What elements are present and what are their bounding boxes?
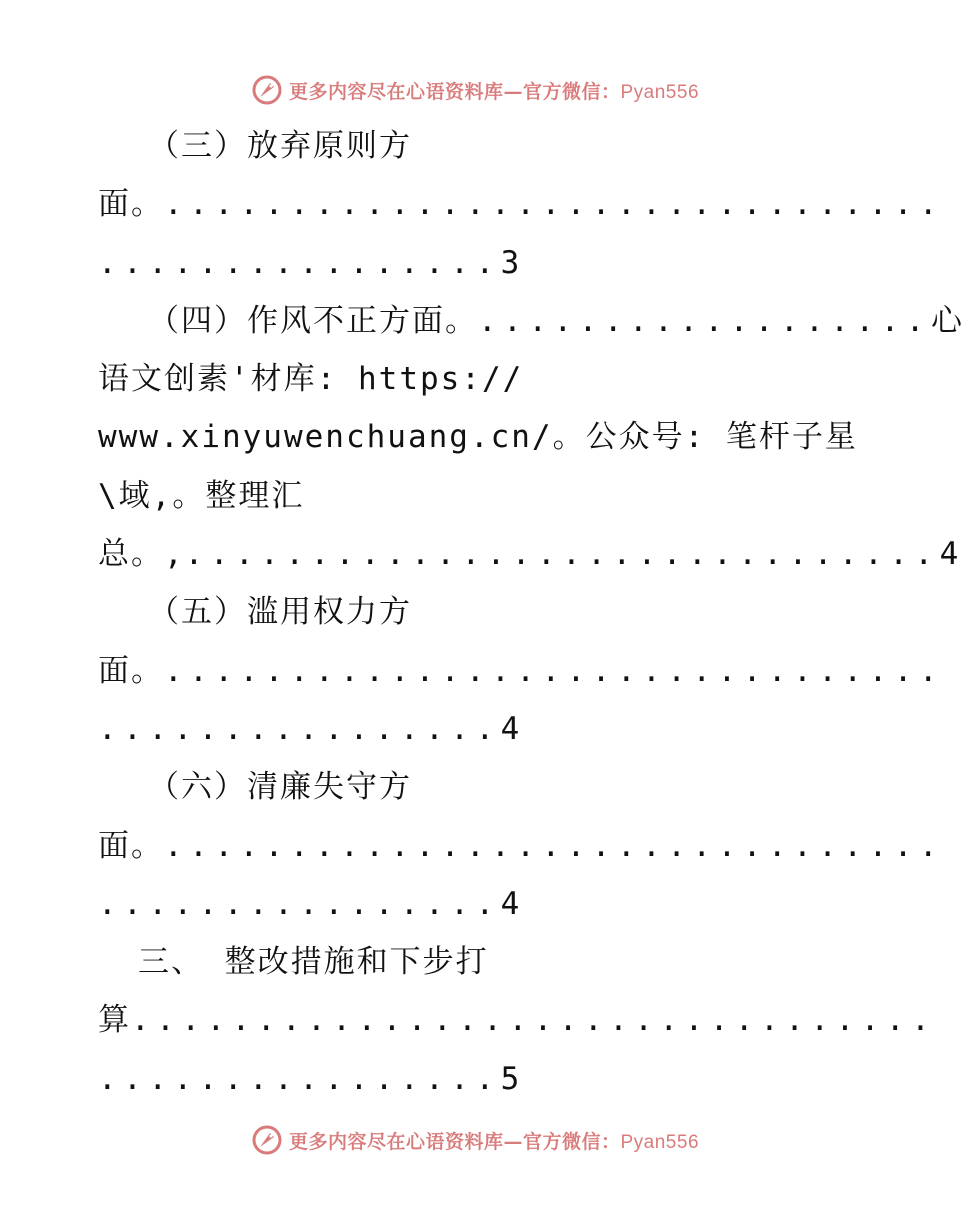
toc-leader-dots: ............................... — [164, 827, 945, 864]
toc-line — [98, 642, 945, 700]
toc-line-text: 语文创素'材库: https:// — [98, 361, 524, 398]
toc-line-text: （五）滥用权力方 — [148, 594, 412, 631]
toc-leader-dots: ..................心 — [478, 302, 968, 339]
toc-line-text: 三、 整改措施和下步打 — [138, 944, 489, 981]
toc-line — [98, 875, 858, 933]
toc-line — [98, 234, 858, 292]
toc-line-text: （四）作风不正方面。 — [148, 302, 478, 339]
toc-line — [98, 525, 965, 583]
header-banner — [0, 70, 950, 110]
footer-banner-text: 更多内容尽在心语资料库—官方微信：Pyan556 — [288, 1130, 700, 1153]
toc-line — [98, 583, 858, 641]
toc-line-text: www.xinyuwenchuang.cn/。公众号: 笔杆子星 — [98, 419, 858, 456]
toc-line — [98, 117, 858, 175]
pen-nib-logo-icon — [251, 74, 283, 106]
toc-line — [98, 991, 937, 1049]
pen-nib-logo-icon — [251, 1124, 283, 1156]
toc-line — [98, 700, 858, 758]
toc-line — [98, 1050, 858, 1108]
toc-leader-dots: ............................... — [164, 652, 945, 689]
toc-leader-dots: ................4 — [98, 885, 526, 922]
footer-banner — [0, 1120, 950, 1160]
toc-leader-dots: ................5 — [98, 1060, 526, 1097]
toc-line — [98, 408, 858, 466]
toc-line — [98, 817, 945, 875]
toc-line-text: 面。 — [98, 827, 164, 864]
toc-leader-dots: ............................... — [164, 186, 945, 223]
footer-banner-wechat: Pyan556 — [620, 1131, 700, 1153]
toc-line — [98, 292, 968, 350]
toc-line-text: （三）放弃原则方 — [148, 128, 412, 164]
toc-line — [98, 175, 945, 233]
header-banner-wechat: Pyan556 — [620, 81, 700, 103]
toc-line-text: 总。, — [98, 536, 185, 573]
toc-line-text: （六）清廉失守方 — [148, 769, 412, 806]
toc-line-text: \域,。整理汇 — [98, 477, 305, 514]
toc-line-text: 面。 — [98, 652, 164, 689]
toc-leader-dots: ..............................4 — [184, 536, 965, 573]
toc-line — [98, 758, 858, 816]
toc-line-text: 算 — [98, 1002, 131, 1039]
toc-leader-dots: ................................ — [131, 1002, 937, 1039]
toc-leader-dots: ................3 — [98, 244, 526, 281]
toc-content — [98, 117, 968, 1108]
toc-line — [98, 467, 858, 525]
toc-line — [98, 350, 858, 408]
header-banner-text: 更多内容尽在心语资料库—官方微信：Pyan556 — [288, 80, 700, 103]
toc-line — [98, 933, 858, 991]
toc-line-text: 面。 — [98, 186, 164, 223]
toc-leader-dots: ................4 — [98, 710, 526, 747]
